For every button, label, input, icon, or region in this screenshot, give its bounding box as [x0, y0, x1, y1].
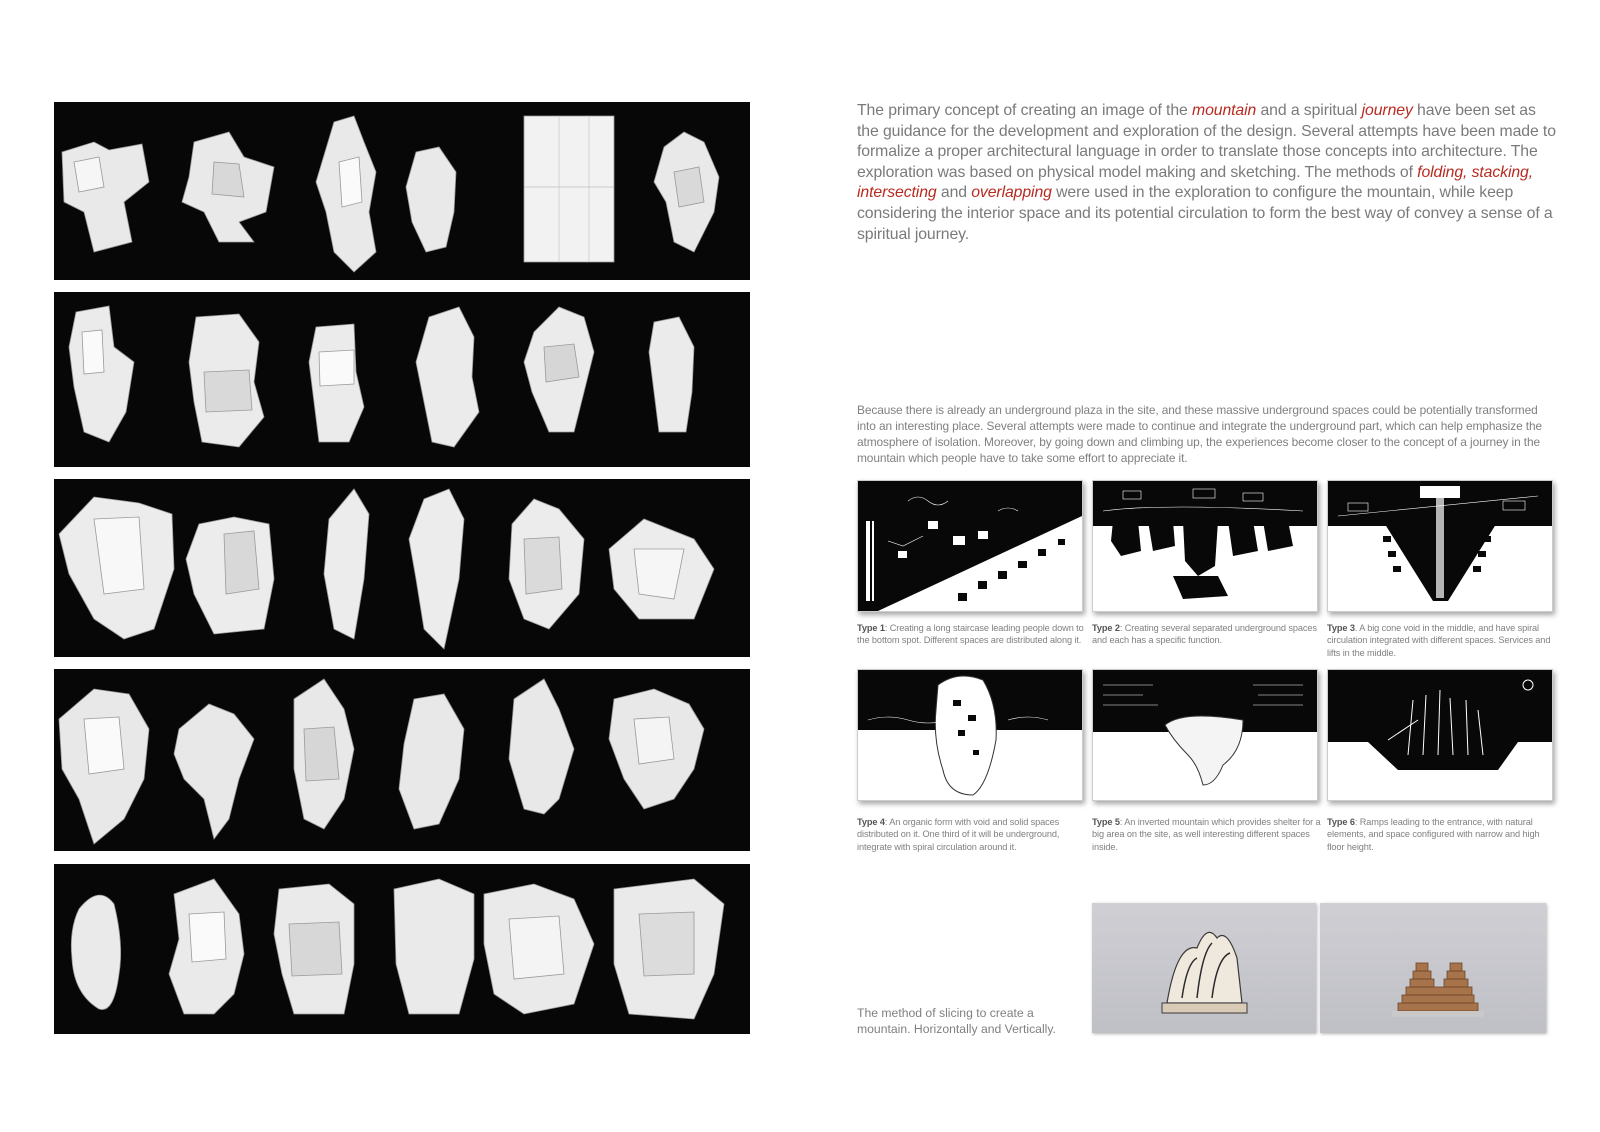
type-6-caption [1327, 816, 1557, 853]
cone-void-sketch [1328, 481, 1552, 611]
ramps-sketch [1328, 670, 1552, 800]
type-5-label: Type 5 [1092, 817, 1120, 827]
type-4-text: : An organic form with void and solid spaces distributed on it. One third of it will be underground, integrate with spiral circulation around it. [857, 817, 1060, 852]
intro-paragraph [857, 101, 1557, 245]
type-4-caption [857, 816, 1087, 853]
highlight-journey: journey [1361, 102, 1413, 119]
intro-text-1: The primary concept of creating an image of the [857, 102, 1193, 119]
folded-planes-row-5 [54, 864, 750, 1034]
type-1-sketch [857, 480, 1083, 612]
model-strip-row-3 [54, 479, 750, 657]
intro-text-6: were used in the exploration to configure the mountain, while keep considering the interior space and its potential circulation to form the best way of convey a sense of a spiritual journey. [857, 184, 1553, 243]
horizontal-slice-model [1320, 903, 1546, 1033]
model-photo-strips [54, 102, 750, 1034]
type-3-sketch [1327, 480, 1553, 612]
highlight-overlapping: overlapping [971, 184, 1052, 202]
type-4-sketch [857, 669, 1083, 801]
staircase-sketch [858, 481, 1082, 611]
type-2-sketch [1092, 480, 1318, 612]
model-strip-row-4 [54, 669, 750, 851]
vertical-slice-model [1092, 903, 1316, 1033]
intro-text-2: and a spiritual [1256, 102, 1362, 119]
type-1-caption [857, 622, 1087, 647]
overlapping-models-row-4 [54, 669, 750, 851]
stacked-models-row-2 [54, 292, 750, 467]
highlight-folding: folding, [1417, 163, 1468, 181]
slicing-caption: The method of slicing to create a mountain. Horizontally and Vertically. [857, 1006, 1056, 1036]
intro-text-5: and [936, 184, 972, 202]
type-3-label: Type 3 [1327, 623, 1355, 633]
organic-form-sketch [858, 670, 1082, 800]
type-6-sketch [1327, 669, 1553, 801]
intro-text-3: have been set as the guidance for the development and exploration of the design. Several attempts have been made to formalize a proper architectural language in order to translate those concepts into architecture. The exploration was based on physical model making and sketching. The methods of [857, 102, 1556, 181]
type-1-label: Type 1 [857, 623, 885, 633]
type-6-text: : Ramps leading to the entrance, with natural elements, and space configured with narrow and high floor height. [1327, 817, 1540, 852]
intersecting-models-row-3 [54, 479, 750, 657]
type-2-text: : Creating several separated underground spaces and each has a specific function. [1092, 623, 1317, 646]
type-3-text: . A big cone void in the middle, and have spiral circulation integrated with different spaces. Services and lifts in the middle. [1327, 623, 1551, 658]
highlight-mountain: mountain [1192, 102, 1257, 119]
slicing-photo-horizontal [1320, 903, 1546, 1033]
model-strip-row-5 [54, 864, 750, 1034]
separated-spaces-sketch [1093, 481, 1317, 611]
type-5-sketch [1092, 669, 1318, 801]
underground-paragraph: Because there is already an underground plaza in the site, and these massive underground spaces could be potentially transformed into an interesting place. Several attempts were made to continue and integrate the underground part, which can help emphasize the atmosphere of isolation. Moreover, by going down and climbing up, the experiences become closer to the concept of a journey in the mountain which people have to take some effort to appreciate it. [857, 403, 1543, 465]
slicing-photo-vertical [1092, 903, 1316, 1033]
model-strip-row-1 [54, 102, 750, 280]
folded-models-row-1 [54, 102, 750, 280]
model-strip-row-2 [54, 292, 750, 467]
type-2-label: Type 2 [1092, 623, 1120, 633]
type-6-label: Type 6 [1327, 817, 1355, 827]
highlight-stacking-intersecting: stacking, intersecting [857, 163, 1534, 202]
type-5-caption [1092, 816, 1322, 853]
inverted-mountain-sketch [1093, 670, 1317, 800]
type-1-text: : Creating a long staircase leading people down to the bottom spot. Different spaces are distributed along it. [857, 623, 1084, 646]
type-4-label: Type 4 [857, 817, 885, 827]
type-5-text: : An inverted mountain which provides shelter for a big area on the site, as well interesting different spaces inside. [1092, 817, 1321, 852]
type-3-caption [1327, 622, 1557, 659]
type-2-caption [1092, 622, 1322, 647]
